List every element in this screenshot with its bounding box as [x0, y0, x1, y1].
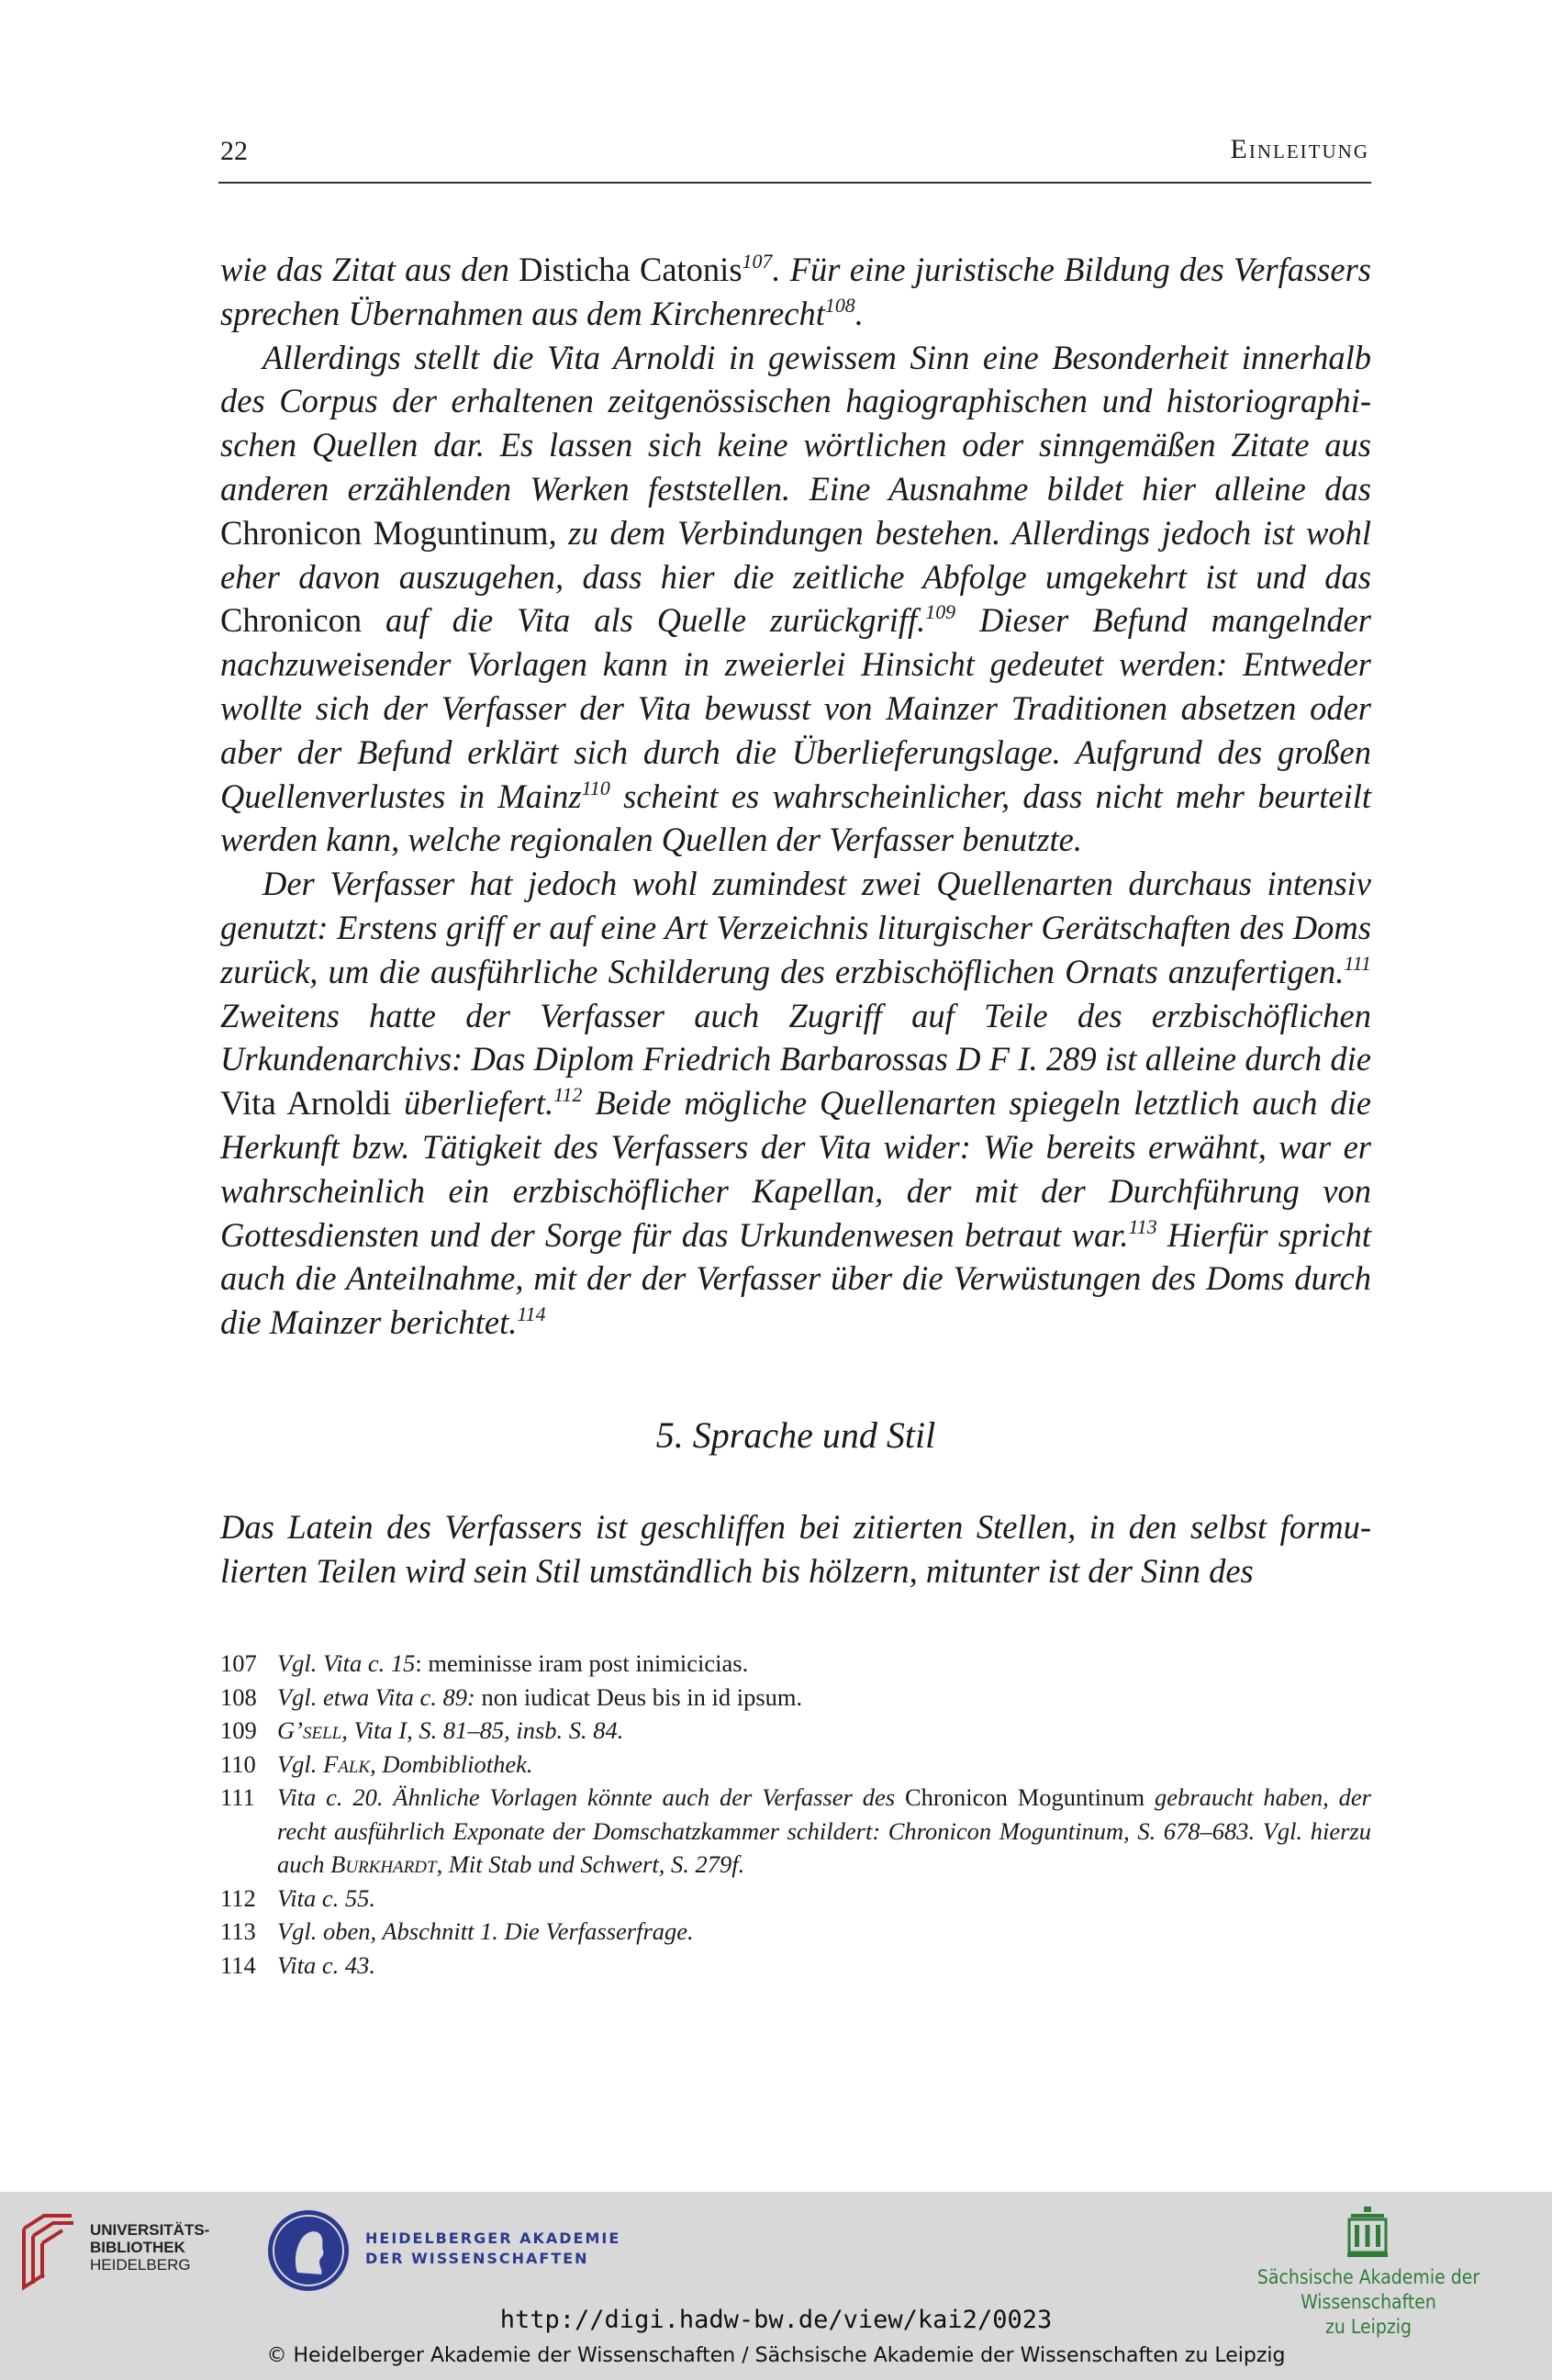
footnote-113 — [220, 1915, 1371, 1949]
hadw-line: DER WISSENSCHAFTEN — [365, 2250, 589, 2267]
ub-line: UNIVERSITÄTS- — [90, 2221, 210, 2239]
running-head — [218, 127, 1371, 184]
ub-line: BIBLIOTHEK — [90, 2239, 185, 2256]
saw-line: zu Leipzig — [1324, 2316, 1412, 2338]
text-run: wie das Zitat aus den — [220, 251, 519, 288]
hadw-line: HEIDELBERGER AKADEMIE — [365, 2229, 621, 2247]
footnote-number: 112 — [220, 1883, 256, 1912]
paragraph-3 — [220, 862, 1371, 1345]
text-run: Hierfür spricht auch die Anteilnahme, mit der der Verfasser über die Verwüstungen des Doms durch die Mainzer berichtet. — [220, 1215, 1371, 1342]
footnote-text — [277, 1781, 1371, 1882]
work-title: Disticha Catonis — [519, 251, 743, 288]
text-run: non iudicat Deus bis in id ipsum. — [475, 1682, 803, 1711]
text-run: : meminisse iram post inimicicias. — [415, 1649, 749, 1677]
footnote-text — [277, 1748, 1371, 1782]
footnote-108 — [220, 1681, 1371, 1715]
footnote-ref[interactable]: 114 — [517, 1302, 546, 1325]
text-run: Vgl. — [277, 1749, 324, 1778]
footnote-110 — [220, 1748, 1371, 1782]
footnote-ref[interactable]: 112 — [553, 1082, 583, 1106]
footnote-ref[interactable]: 110 — [581, 776, 610, 799]
text-run: . — [854, 294, 864, 332]
text-run: Vgl. etwa Vita c. 89: — [277, 1682, 475, 1711]
paragraph-2 — [220, 336, 1371, 863]
author-name: G’sell — [277, 1716, 342, 1744]
footnotes — [220, 1647, 1371, 1982]
footnote-ref[interactable]: 109 — [925, 600, 956, 624]
text-run: . Für eine juristische Bildung des Verfassers sprechen Übernahmen aus dem Kirchenrecht — [220, 251, 1371, 332]
text-run: , Dombibliothek. — [370, 1749, 533, 1778]
saw-building-logo-icon[interactable] — [1347, 2207, 1388, 2258]
footnote-number: 110 — [220, 1749, 256, 1778]
footnote-text: Vita c. 55. — [277, 1883, 375, 1912]
footnote-number: 107 — [220, 1649, 257, 1677]
footnote-text — [277, 1714, 1371, 1748]
paragraph-1 — [220, 248, 1371, 336]
text-run: , zu dem Verbindungen bestehen. Allerdings jedoch ist wohl eher davon auszugehen, dass hier die zeitliche Abfolge umgekehrt ist und das — [220, 513, 1372, 596]
main-text — [220, 248, 1371, 1345]
paragraph-4: Das Latein des Verfassers ist geschliffen bei zitierten Stellen, in den selbst formulierten Teilen wird sein Stil umständlich bis hölzern, mitunter ist der Sinn des — [220, 1508, 1371, 1590]
footnote-111 — [220, 1781, 1371, 1882]
text-run: Vita c. 20. Ähnliche Vorlagen könnte auch der Verfasser des — [277, 1783, 905, 1811]
work-title: Chronicon Moguntinum — [904, 1783, 1145, 1811]
ub-heidelberg-wordmark — [90, 2221, 209, 2274]
ub-line: HEIDELBERG — [90, 2256, 191, 2274]
footnote-ref[interactable]: 111 — [1344, 951, 1371, 975]
footnote-ref[interactable]: 113 — [1128, 1214, 1157, 1238]
copyright-notice: © Heidelberger Akademie der Wissenschaften / Sächsische Akademie der Wissenschaften zu Leipzig — [266, 2344, 1286, 2367]
text-run: gebraucht haben, der recht ausführlich Exponate der Domschatzkammer schildert: Chronicon Moguntinum, S. 678–683. Vgl. hierzu auch — [277, 1783, 1371, 1878]
author-name: Falk — [323, 1749, 371, 1778]
footnote-112 — [220, 1882, 1371, 1916]
hadw-medallion-logo-icon[interactable] — [266, 2208, 351, 2293]
saw-line: Sächsische Akademie der Wissenschaften — [1256, 2266, 1480, 2313]
work-title: Vita Arnoldi — [220, 1084, 392, 1123]
text-run: Vgl. Vita c. 15 — [277, 1649, 416, 1677]
footnote-text: Vita c. 43. — [277, 1950, 375, 1979]
text-run: Der Verfasser hat jedoch wohl zumindest zwei Quellenarten durchaus intensiv genutzt: Erstens griff er auf eine Art Verzeichnis liturgischer Gerätschaften des Doms zurück, um die ausführliche Schilderung des erzbischöflichen Ornats anzufertigen. — [220, 865, 1371, 990]
section-heading: 5. Sprache und Stil — [655, 1414, 936, 1456]
digitization-footer — [0, 2192, 1552, 2380]
text-run: auf die Vita als Quelle zurückgriff. — [362, 601, 926, 640]
footnote-number: 108 — [220, 1682, 257, 1711]
footnote-text — [277, 1647, 1371, 1681]
footnote-text: Vgl. oben, Abschnitt 1. Die Verfasserfrage. — [277, 1917, 694, 1945]
ub-heidelberg-logo-icon[interactable] — [17, 2210, 81, 2293]
text-run: , Mit Stab und Schwert, S. 279f. — [436, 1850, 745, 1878]
footnote-number: 113 — [220, 1917, 256, 1945]
text-run: Beide mögliche Quellenarten spiegeln letztlich auch die Herkunft bzw. Tätigkeit des Verfassers der Vita wider: Wie bereits erwähnt, war er wahrscheinlich ein erzbischöflicher Kapellan, der mit der Durchführung von Gottesdiensten und der Sorge für das Urkundenwesen betraut war. — [220, 1084, 1371, 1254]
page-number: 22 — [220, 136, 248, 166]
work-title: Chronicon Moguntinum — [220, 513, 549, 552]
text-run: Dieser Befund mangelnder nachzuweisender Vorlagen kann in zweierlei Hinsicht gedeutet werden: Entweder wollte sich der Verfasser der Vita bewusst von Mainzer Traditionen absetzen oder aber der Befund erklärt sich durch die Überlieferungslage. Aufgrund des großen Quellenverlustes in Mainz — [220, 601, 1371, 815]
footnote-107 — [220, 1647, 1371, 1681]
author-name: Burkhardt — [330, 1850, 437, 1878]
footnote-ref[interactable]: 108 — [824, 293, 855, 317]
footnote-number: 111 — [220, 1783, 255, 1811]
text-run: scheint es wahrscheinlicher, dass nicht mehr beurteilt werden kann, welche regionalen Quellen der Verfasser benutzte. — [220, 777, 1371, 859]
work-title: Chronicon — [220, 601, 363, 640]
footnote-ref[interactable]: 107 — [742, 249, 773, 273]
section-title: Einleitung — [1230, 134, 1369, 164]
footnote-text — [277, 1681, 1371, 1715]
footnote-number: 109 — [220, 1716, 257, 1744]
text-run: überliefert. — [391, 1084, 554, 1123]
footnote-number: 114 — [220, 1950, 256, 1979]
hadw-wordmark — [365, 2229, 620, 2269]
footnote-109 — [220, 1714, 1371, 1748]
text-run: , Vita I, S. 81–85, insb. S. 84. — [341, 1716, 624, 1744]
text-run: Allerdings stellt die Vita Arnoldi in gewissem Sinn eine Besonderheit innerhalb des Corpus der erhaltenen zeitgenössischen hagiographischen und historiographischen Quellen dar. Es lassen sich keine wörtlichen oder sinngemäßen Zitate aus anderen erzählenden Werken feststellen. Eine Ausnahme bildet hier alleine das — [220, 338, 1371, 508]
permalink-url[interactable]: http://digi.hadw-bw.de/view/kai2/0023 — [499, 2306, 1053, 2334]
text-run: Zweitens hatte der Verfasser auch Zugriff auf Teile des erzbischöflichen Urkundenarchivs: Das Diplom Friedrich Barbarossas D F I. 289 ist alleine durch die — [220, 996, 1371, 1078]
footnote-114 — [220, 1949, 1371, 1983]
